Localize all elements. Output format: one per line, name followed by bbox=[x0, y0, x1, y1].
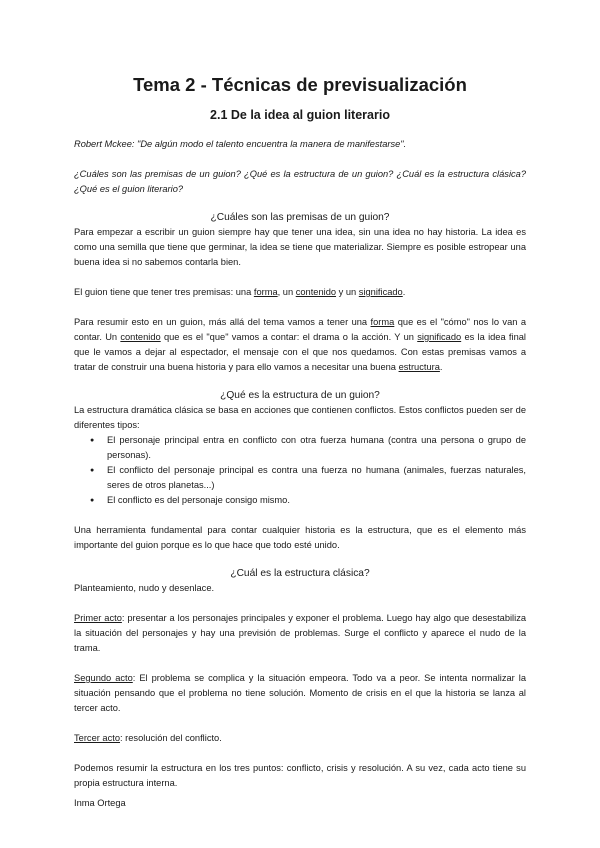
page-subtitle: 2.1 De la idea al guion literario bbox=[210, 108, 390, 122]
paragraph-segundo-acto bbox=[74, 671, 526, 716]
mckee-quote: Robert Mckee: "De algún modo el talento encuentra la manera de manifestarse". bbox=[74, 139, 407, 149]
label-primer-acto: Primer acto bbox=[74, 613, 122, 623]
paragraph-premisas bbox=[74, 285, 526, 300]
term-forma: forma bbox=[253, 287, 278, 297]
term-estructura: estructura bbox=[398, 362, 440, 372]
term-significado: significado bbox=[358, 287, 403, 297]
label-tercer-acto: Tercer acto bbox=[74, 733, 120, 743]
document-body bbox=[74, 137, 526, 791]
text-run: : presentar a los personajes principales y exponer el problema. Luego hay algo que desestabiliza la situación del personajes y hay una previsión de problemas. Surge el conflicto y aparece el nudo de la trama. bbox=[74, 613, 527, 653]
list-item: ● El conflicto del personaje principal es contra una fuerza no humana (animales, fuerzas naturales, seres de otros planetas...) bbox=[107, 463, 526, 493]
page-title: Tema 2 - Técnicas de previsualización bbox=[133, 74, 467, 95]
paragraph-resumen bbox=[74, 315, 526, 375]
text-run: El guion tiene que tener tres premisas: una bbox=[74, 287, 254, 297]
text-run: que es el "cómo" nos lo van a contar. Un bbox=[74, 317, 527, 342]
paragraph-primer-acto bbox=[74, 611, 526, 656]
text-run: : El problema se complica y la situación empeora. Todo va a peor. Se intenta normalizar la situación pensando que el problema no tiene solución. Momento de crisis en el que la historia se lanza al tercer acto. bbox=[74, 673, 526, 713]
text-run: que es el "que" vamos a contar: el drama o la acción. Y un bbox=[160, 332, 418, 342]
guiding-questions: ¿Cuáles son las premisas de un guion? ¿Qué es la estructura de un guion? ¿Cuál es la estructura clásica? ¿Qué es el guion literario? bbox=[74, 169, 526, 194]
author-footer: Inma Ortega bbox=[74, 798, 126, 808]
paragraph-planteamiento: Planteamiento, nudo y desenlace. bbox=[74, 583, 215, 593]
text-run: Para resumir esto en un guion, más allá del tema vamos a tener una bbox=[74, 317, 371, 327]
text-run: es la idea final que le vamos a dejar al espectador, el mensaje con el que nos quedamos. Con estas premisas vamos a tratar de construir una buena historia y para ello vamos a necesitar una buena bbox=[74, 332, 526, 372]
list-item: ● El conflicto es del personaje consigo mismo. bbox=[107, 493, 526, 508]
paragraph-tercer-acto bbox=[74, 731, 526, 746]
term-contenido: contenido bbox=[295, 287, 337, 297]
text-run: . bbox=[402, 287, 406, 297]
text-run: . bbox=[439, 362, 443, 372]
list-item: ● El personaje principal entra en conflicto con otra fuerza humana (contra una persona o grupo de personas). bbox=[107, 433, 526, 463]
section-heading-estructura: ¿Qué es la estructura de un guion? bbox=[220, 390, 380, 401]
label-segundo-acto: Segundo acto bbox=[74, 673, 133, 683]
term-significado: significado bbox=[417, 332, 462, 342]
term-contenido: contenido bbox=[120, 332, 161, 342]
text-run: , un bbox=[277, 287, 296, 297]
paragraph-idea: Para empezar a escribir un guion siempre hay que tener una idea, sin una idea no hay historia. La idea es como una semilla que tiene que germinar, la idea se tiene que materializar. Siempre es posible estropear una buena idea si no sabemos contarla bien. bbox=[74, 227, 526, 267]
paragraph-estructura-dramatica: La estructura dramática clásica se basa en acciones que contienen conflictos. Estos conflictos pueden ser de diferentes tipos: bbox=[74, 405, 526, 430]
section-heading-premisas: ¿Cuáles son las premisas de un guion? bbox=[210, 212, 390, 223]
text-run: y un bbox=[336, 287, 359, 297]
conflict-list bbox=[74, 433, 526, 508]
term-forma: forma bbox=[370, 317, 395, 327]
paragraph-herramienta: Una herramienta fundamental para contar cualquier historia es la estructura, que es el elemento más importante del guion porque es lo que hace que todo esté unido. bbox=[74, 525, 526, 550]
paragraph-resumen-estructura: Podemos resumir la estructura en los tres puntos: conflicto, crisis y resolución. A su vez, cada acto tiene su propia estructura interna. bbox=[74, 763, 526, 788]
section-heading-clasica: ¿Cuál es la estructura clásica? bbox=[230, 568, 370, 579]
text-run: : resolución del conflicto. bbox=[120, 733, 222, 743]
